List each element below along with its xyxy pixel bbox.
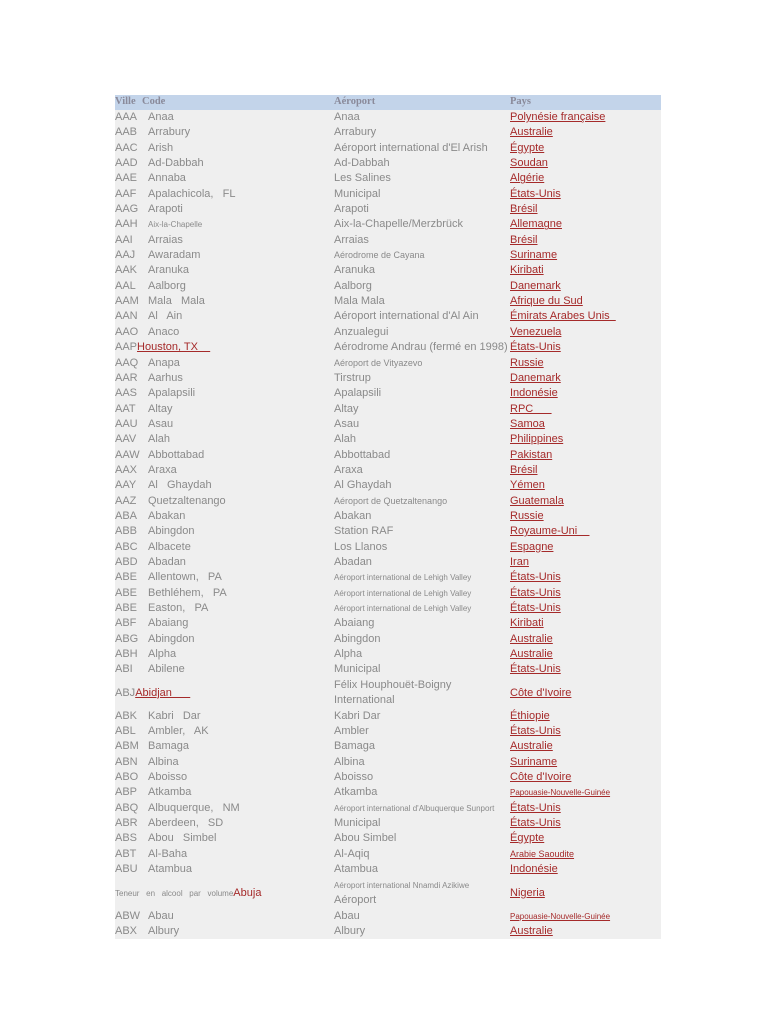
airport-code: AAL	[115, 279, 136, 292]
table-row	[115, 356, 661, 371]
country-link[interactable]: Indonésie	[510, 387, 558, 400]
city-name: Aranuka	[148, 264, 189, 277]
country-link[interactable]: Afrique du Sud	[510, 295, 583, 308]
country-link[interactable]: Côte d'Ivoire	[510, 771, 572, 784]
city-name: Aberdeen, SD	[148, 817, 224, 830]
table-row	[115, 739, 661, 754]
airport-code: ABQ	[115, 801, 139, 814]
airport-code: AAN	[115, 310, 138, 323]
country-link[interactable]: Indonésie	[510, 863, 558, 876]
city-name: Arapoti	[148, 203, 183, 216]
airport-name: Aéroport international de Lehigh Valley	[334, 588, 472, 598]
table-body-end	[115, 909, 661, 940]
airport-code: AAV	[115, 433, 137, 446]
country-link[interactable]: Russie	[510, 509, 544, 522]
airport-code: ABE	[115, 586, 138, 599]
table-row	[115, 141, 661, 156]
airport-name: Municipal	[334, 663, 381, 676]
table-row	[115, 831, 661, 846]
city-name: Abilene	[148, 663, 185, 676]
airport-code: AAE	[115, 172, 138, 185]
airport-name: Alah	[334, 433, 357, 446]
table-header	[115, 95, 661, 110]
table-row	[115, 785, 661, 800]
airport-name: Aérodrome de Cayana	[334, 250, 425, 261]
city-name: Annaba	[148, 172, 186, 185]
city-name: Al Ain	[148, 310, 183, 323]
table-row	[115, 432, 661, 447]
country-link[interactable]: Suriname	[510, 249, 558, 262]
city-name: Mala Mala	[148, 295, 205, 308]
country-link[interactable]: Australie	[510, 924, 553, 937]
city-name[interactable]: Abidjan	[135, 686, 191, 699]
country-link[interactable]: États-Unis	[510, 817, 561, 830]
city-name: Arrabury	[148, 126, 191, 139]
airport-code: ABU	[115, 863, 138, 876]
airport-code: ABH	[115, 648, 138, 661]
airport-name: Abou Simbel	[334, 832, 397, 845]
airport-name: Al Ghaydah	[334, 479, 392, 492]
city-name: Apalachicola, FL	[148, 187, 236, 200]
airport-name: Aéroport international d'Al Ain	[334, 310, 479, 323]
table-row	[115, 586, 661, 601]
table-row	[115, 816, 661, 831]
airport-name: Albury	[334, 924, 366, 937]
airport-code: ABD	[115, 555, 138, 568]
table-row	[115, 509, 661, 524]
country-link[interactable]: Émirats Arabes Unis	[510, 310, 616, 323]
table-row	[115, 647, 661, 662]
airport-name: Arrabury	[334, 126, 377, 139]
airport-code: ABC	[115, 540, 138, 553]
airport-name: Municipal	[334, 817, 381, 830]
airport-name: Arraias	[334, 233, 369, 246]
airport-name: Apalapsili	[334, 387, 382, 400]
airport-code: ABL	[115, 725, 136, 738]
city-name: Bethléhem, PA	[148, 586, 227, 599]
city-name: Easton, PA	[148, 602, 209, 614]
table-row	[115, 632, 661, 647]
city-name: Abou Simbel	[148, 832, 217, 845]
table-row	[115, 386, 661, 401]
city-name: Alah	[148, 433, 171, 446]
country-link[interactable]: Côte d'Ivoire	[510, 686, 572, 699]
city-name: Kabri Dar	[148, 709, 201, 722]
header-code: Code	[142, 96, 166, 107]
country-link[interactable]: Danemark	[510, 279, 561, 292]
airport-code: AAH	[115, 218, 138, 231]
airport-code: ABF	[115, 617, 137, 630]
airport-name: Les Salines	[334, 172, 391, 185]
airport-name: Ad-Dabbah	[334, 157, 390, 170]
city-name: Abaiang	[148, 617, 189, 630]
airport-code: ABJ	[115, 686, 136, 699]
city-name: Bamaga	[148, 740, 189, 753]
airport-code: AAF	[115, 187, 137, 200]
country-link[interactable]: Danemark	[510, 371, 561, 384]
table-row	[115, 309, 661, 324]
airport-name: Alpha	[334, 648, 363, 661]
country-link[interactable]: Allemagne	[510, 218, 562, 231]
country-link[interactable]: États-Unis	[510, 187, 561, 200]
table-row	[115, 909, 661, 924]
abuja-airport-line2: Aéroport	[334, 893, 377, 906]
header-ville: Ville	[115, 96, 136, 107]
table-row	[115, 233, 661, 248]
table-row	[115, 924, 661, 939]
table-row	[115, 217, 661, 232]
airport-code: ABA	[115, 509, 138, 522]
airport-name: Bamaga	[334, 740, 375, 753]
country-link[interactable]: États-Unis	[510, 341, 561, 354]
airport-name: Abingdon	[334, 632, 381, 645]
city-name: Asau	[148, 417, 174, 430]
table-row	[115, 847, 661, 862]
country-link[interactable]: Samoa	[510, 417, 545, 430]
airport-code: ABM	[115, 740, 139, 753]
country-link[interactable]: Guatemala	[510, 494, 564, 507]
city-name: Atambua	[148, 863, 193, 876]
airport-code: AAQ	[115, 356, 139, 369]
table-row	[115, 555, 661, 570]
table-row	[115, 325, 661, 340]
country-link[interactable]: Russie	[510, 356, 544, 369]
airport-code: ABE	[115, 602, 138, 614]
country-link[interactable]: États-Unis	[510, 602, 561, 614]
country-link[interactable]: Australie	[510, 648, 553, 661]
airport-code: AAI	[115, 233, 133, 246]
airport-code: ABS	[115, 832, 138, 845]
country-link[interactable]: Égypte	[510, 832, 545, 845]
table-row	[115, 724, 661, 739]
airport-name: Abau	[334, 909, 360, 922]
city-name: Aboisso	[148, 771, 188, 784]
city-name: Abingdon	[148, 525, 195, 538]
abuja-prefix: Teneur en alcool par volume	[115, 888, 234, 898]
airport-code: AAP	[115, 341, 138, 354]
country-link[interactable]: États-Unis	[510, 725, 561, 738]
airport-name: Tirstrup	[334, 371, 371, 384]
airport-code: ABO	[115, 771, 139, 784]
country-link[interactable]: Philippines	[510, 433, 564, 446]
table-row	[115, 540, 661, 555]
table-row	[115, 478, 661, 493]
table-row	[115, 570, 661, 585]
airport-name: Albina	[334, 755, 365, 768]
country-link[interactable]: Algérie	[510, 172, 545, 185]
airport-name: Aérodrome Andrau (fermé en 1998)	[334, 341, 508, 354]
airport-code-table	[115, 95, 661, 939]
city-name: Albury	[148, 924, 180, 937]
table-row	[115, 248, 661, 263]
airport-code: AAT	[115, 402, 136, 415]
table-row	[115, 770, 661, 785]
airport-code: ABI	[115, 663, 133, 676]
airport-name: Aéroport international d'Albuquerque Sunport	[334, 803, 495, 813]
table-row	[115, 110, 661, 125]
city-name: Al-Baha	[148, 847, 188, 860]
country-link[interactable]: Papouasie-Nouvelle-Guinée	[510, 788, 611, 798]
country-link[interactable]: Venezuela	[510, 325, 562, 338]
header-aeroport: Aéroport	[334, 96, 376, 107]
country-link[interactable]: Arabie Saoudite	[510, 848, 575, 859]
airport-name: Abakan	[334, 509, 372, 522]
abuja-city: Abuja	[233, 886, 262, 899]
country-link[interactable]: Soudan	[510, 157, 548, 170]
country-link[interactable]: Kiribati	[510, 264, 544, 277]
table-row	[115, 601, 661, 616]
airport-name: Abbottabad	[334, 448, 391, 461]
table-row	[115, 862, 661, 877]
airport-code: AAW	[115, 448, 140, 461]
airport-code: ABT	[115, 847, 137, 860]
country-link[interactable]: Égypte	[510, 141, 545, 154]
city-name: Abadan	[148, 555, 186, 568]
airport-name: Aalborg	[334, 279, 372, 292]
airport-name: Aéroport international de Lehigh Valley	[334, 604, 472, 613]
airport-code: AAZ	[115, 494, 137, 507]
city-name: Anaa	[148, 111, 174, 123]
airport-name: Aéroport international de Lehigh Valley	[334, 573, 472, 583]
table-row	[115, 801, 661, 816]
airport-name: Station RAF	[334, 525, 394, 538]
country-link[interactable]: Australie	[510, 126, 553, 139]
table-row	[115, 402, 661, 417]
airport-name: Atkamba	[334, 786, 378, 799]
city-name: Aarhus	[148, 371, 183, 384]
airport-name: Anaa	[334, 111, 360, 123]
airport-code: ABR	[115, 817, 138, 830]
city-name: Ad-Dabbah	[148, 157, 204, 170]
country-link[interactable]: Australie	[510, 632, 553, 645]
city-name: Anaco	[148, 325, 180, 338]
airport-name: Arapoti	[334, 203, 369, 216]
airport-code: AAA	[115, 111, 138, 123]
city-name: Atkamba	[148, 786, 192, 799]
table-row	[115, 202, 661, 217]
country-link[interactable]: Brésil	[510, 203, 538, 216]
city-name: Altay	[148, 402, 173, 415]
country-link[interactable]: Iran	[510, 555, 529, 568]
table-row-abuja	[115, 878, 661, 909]
airport-name: Aéroport international d'El Arish	[334, 141, 488, 154]
country-link[interactable]: Kiribati	[510, 617, 544, 630]
header-pays: Pays	[510, 96, 531, 107]
table-row	[115, 448, 661, 463]
airport-code: ABX	[115, 924, 138, 937]
airport-code: AAD	[115, 157, 138, 170]
airport-name: Municipal	[334, 187, 381, 200]
airport-name: Aboisso	[334, 771, 374, 784]
country-link[interactable]: Espagne	[510, 540, 554, 553]
table-row	[115, 294, 661, 309]
country-link[interactable]: Yémen	[510, 479, 545, 492]
country-link[interactable]: Royaume-Uni	[510, 525, 590, 538]
table-row	[115, 494, 661, 509]
airport-code: AAC	[115, 141, 138, 154]
table-row	[115, 463, 661, 478]
city-name: Araxa	[148, 463, 177, 476]
abuja-airport-line1: Aéroport international Nnamdi Azikiwe	[334, 880, 470, 890]
country-link[interactable]: Brésil	[510, 233, 538, 246]
city-name: Aix-la-Chapelle	[148, 220, 203, 230]
airport-code: AAJ	[115, 249, 136, 262]
city-name: Ambler, AK	[148, 725, 209, 738]
city-name: Abau	[148, 909, 174, 922]
airport-name: Anzualegui	[334, 325, 389, 338]
country-link[interactable]: Éthiopie	[510, 709, 550, 722]
table-row	[115, 678, 661, 709]
airport-name: Abadan	[334, 555, 372, 568]
city-name: Anapa	[148, 356, 180, 369]
city-name: Abbottabad	[148, 448, 205, 461]
city-name: Allentown, PA	[148, 571, 222, 584]
table-row	[115, 187, 661, 202]
table-row	[115, 125, 661, 140]
table-row	[115, 417, 661, 432]
airport-name: Aranuka	[334, 264, 375, 277]
city-name: Abakan	[148, 509, 186, 522]
country-link[interactable]: Brésil	[510, 463, 538, 476]
country-link[interactable]: Papouasie-Nouvelle-Guinée	[510, 911, 611, 921]
table-row	[115, 279, 661, 294]
airport-code: ABB	[115, 525, 138, 538]
city-name: Albuquerque, NM	[148, 801, 240, 814]
table-row	[115, 709, 661, 724]
table-row	[115, 156, 661, 171]
table-row	[115, 524, 661, 539]
city-name: Al Ghaydah	[148, 479, 212, 492]
airport-code: ABK	[115, 709, 138, 722]
airport-code: AAM	[115, 295, 139, 308]
country-link[interactable]: Pakistan	[510, 448, 553, 461]
city-name: Aalborg	[148, 279, 186, 292]
country-link[interactable]: Australie	[510, 740, 553, 753]
airport-name: Araxa	[334, 463, 363, 476]
airport-code: ABW	[115, 909, 141, 922]
country-link[interactable]: Polynésie française	[510, 111, 606, 123]
airport-code: ABP	[115, 786, 138, 799]
city-name[interactable]: Houston, TX	[137, 341, 211, 354]
airport-name: Los Llanos	[334, 540, 388, 553]
city-name: Apalapsili	[148, 387, 196, 400]
city-name: Quetzaltenango	[148, 494, 226, 507]
airport-name: Abaiang	[334, 617, 375, 630]
country-link[interactable]: États-Unis	[510, 571, 561, 584]
airport-code: ABE	[115, 571, 138, 584]
airport-code: AAS	[115, 387, 138, 400]
airport-name: Ambler	[334, 725, 369, 738]
airport-name: Altay	[334, 402, 359, 415]
airport-name: Aéroport de Vityazevo	[334, 357, 423, 368]
airport-code: AAY	[115, 479, 137, 492]
city-name: Arish	[148, 141, 174, 154]
airport-name: Félix Houphouët-Boigny International	[334, 678, 452, 706]
city-name: Alpha	[148, 648, 177, 661]
city-name: Albina	[148, 755, 179, 768]
country-link[interactable]: États-Unis	[510, 801, 561, 814]
airport-code: AAR	[115, 371, 138, 384]
airport-name: Atambua	[334, 863, 379, 876]
airport-name: Kabri Dar	[334, 709, 381, 722]
table-row	[115, 263, 661, 278]
airport-name: Mala Mala	[334, 295, 385, 308]
country-link[interactable]: États-Unis	[510, 663, 561, 676]
airport-code: ABN	[115, 755, 138, 768]
airport-name: Al-Aqiq	[334, 847, 370, 860]
table-row	[115, 340, 661, 355]
city-name: Arraias	[148, 233, 183, 246]
airport-code: AAB	[115, 126, 138, 139]
airport-code: AAG	[115, 203, 139, 216]
airport-code: AAK	[115, 264, 138, 277]
airport-code: AAO	[115, 325, 139, 338]
city-name: Albacete	[148, 540, 191, 553]
table-row	[115, 755, 661, 770]
airport-code: ABG	[115, 632, 139, 645]
country-link[interactable]: Suriname	[510, 755, 558, 768]
country-link[interactable]: États-Unis	[510, 586, 561, 599]
city-name: Abingdon	[148, 632, 195, 645]
airport-code: AAU	[115, 417, 138, 430]
table-row	[115, 171, 661, 186]
table-row	[115, 616, 661, 631]
airport-code: AAX	[115, 463, 138, 476]
airport-name: Asau	[334, 417, 360, 430]
airport-name: Aix-la-Chapelle/Merzbrück	[334, 218, 463, 231]
country-link[interactable]: RPC	[510, 402, 552, 415]
city-name: Awaradam	[148, 249, 201, 262]
country-link[interactable]: Nigeria	[510, 886, 545, 899]
table-row	[115, 371, 661, 386]
table-body	[115, 110, 661, 878]
table-row	[115, 662, 661, 677]
airport-name: Aéroport de Quetzaltenango	[334, 495, 448, 506]
